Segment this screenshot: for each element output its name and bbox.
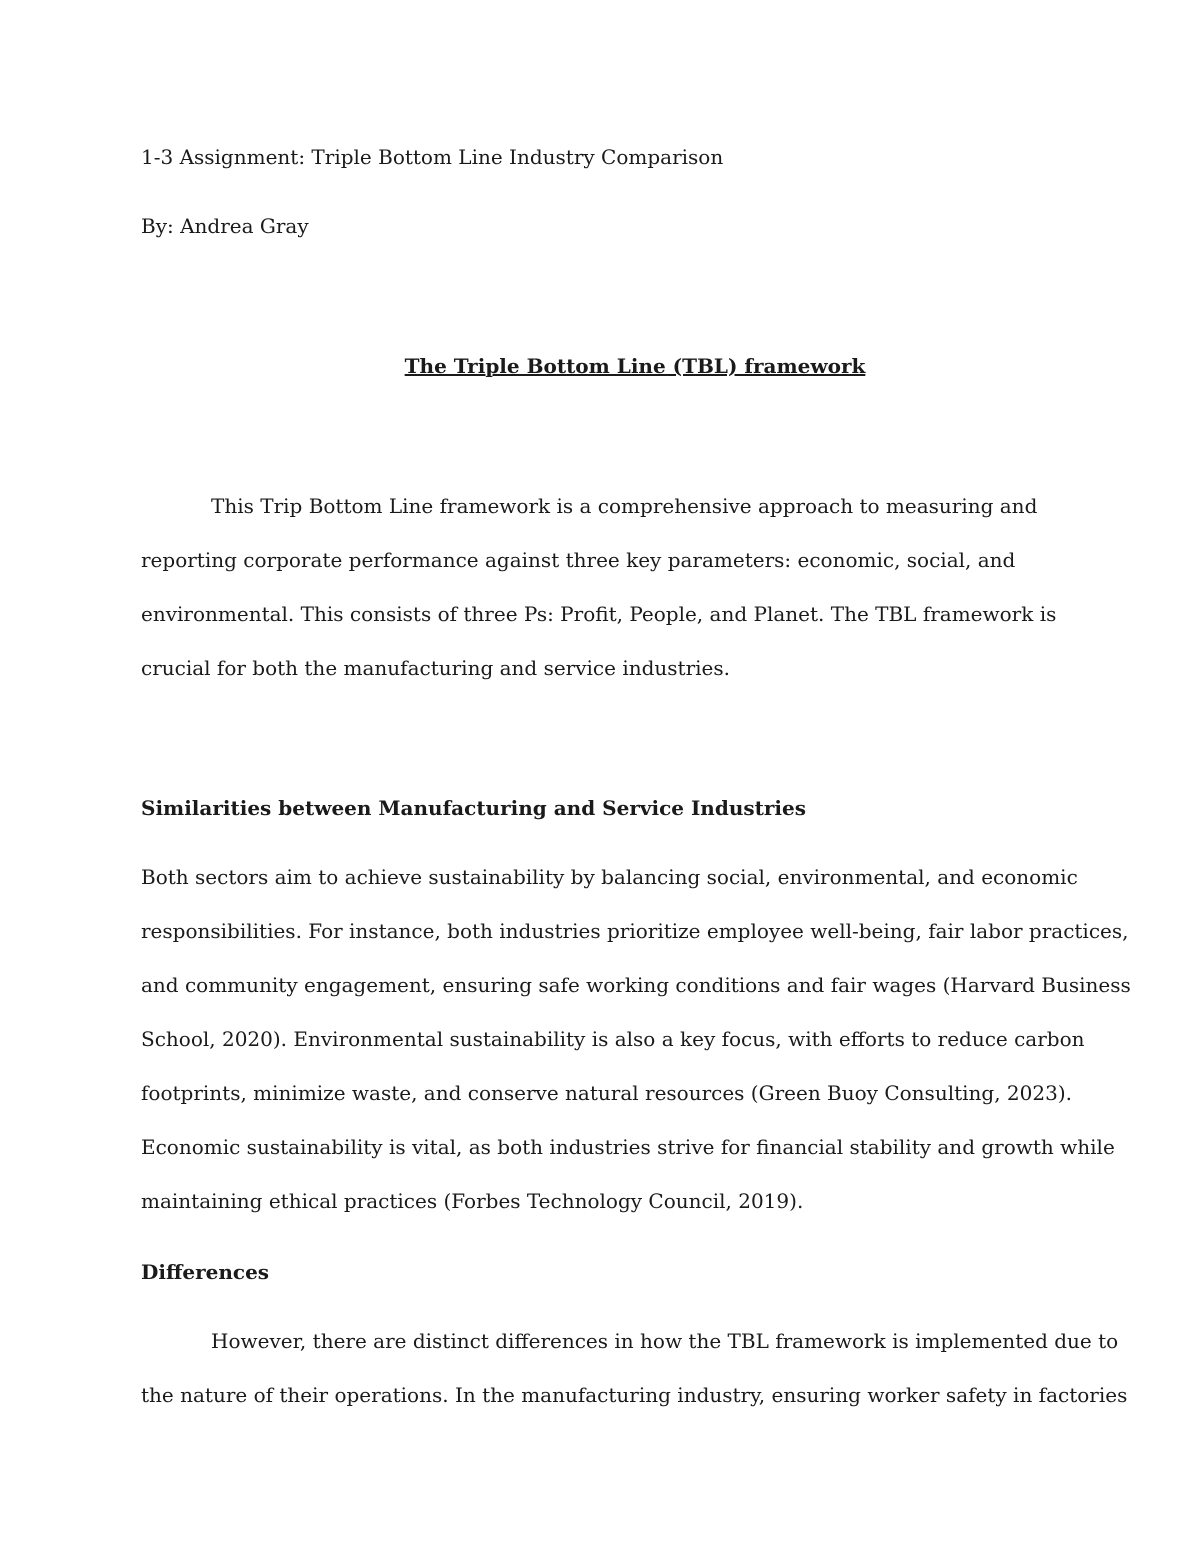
author-line: By: Andrea Gray: [141, 214, 309, 238]
paragraph-line: Both sectors aim to achieve sustainability by balancing social, environmental, and economic: [141, 865, 1078, 889]
paragraph-line: This Trip Bottom Line framework is a comprehensive approach to measuring and: [211, 494, 1038, 518]
paragraph-line: reporting corporate performance against three key parameters: economic, social, and: [141, 548, 1016, 572]
paragraph-line: footprints, minimize waste, and conserve natural resources (Green Buoy Consulting, 2023).: [141, 1081, 1072, 1105]
paragraph-line: and community engagement, ensuring safe working conditions and fair wages (Harvard Business: [141, 973, 1131, 997]
paragraph-line: responsibilities. For instance, both industries prioritize employee well-being, fair labor practices,: [141, 919, 1129, 943]
differences-heading: Differences: [141, 1260, 270, 1284]
paragraph-line: crucial for both the manufacturing and service industries.: [141, 656, 730, 680]
paragraph-line: the nature of their operations. In the manufacturing industry, ensuring worker safety in factories: [141, 1383, 1128, 1407]
paragraph-line: maintaining ethical practices (Forbes Technology Council, 2019).: [141, 1189, 804, 1213]
paragraph-line: environmental. This consists of three Ps: Profit, People, and Planet. The TBL framework is: [141, 602, 1057, 626]
paragraph-line: School, 2020). Environmental sustainability is also a key focus, with efforts to reduce carbon: [141, 1027, 1085, 1051]
paragraph-line: Economic sustainability is vital, as both industries strive for financial stability and growth while: [141, 1135, 1115, 1159]
assignment-title: 1-3 Assignment: Triple Bottom Line Industry Comparison: [141, 145, 724, 169]
main-heading-text: The Triple Bottom Line (TBL) framework: [404, 354, 866, 378]
similarities-heading: Similarities between Manufacturing and Service Industries: [141, 796, 806, 820]
main-heading: [0, 352, 1200, 380]
paragraph-line: However, there are distinct differences in how the TBL framework is implemented due to: [211, 1329, 1119, 1353]
